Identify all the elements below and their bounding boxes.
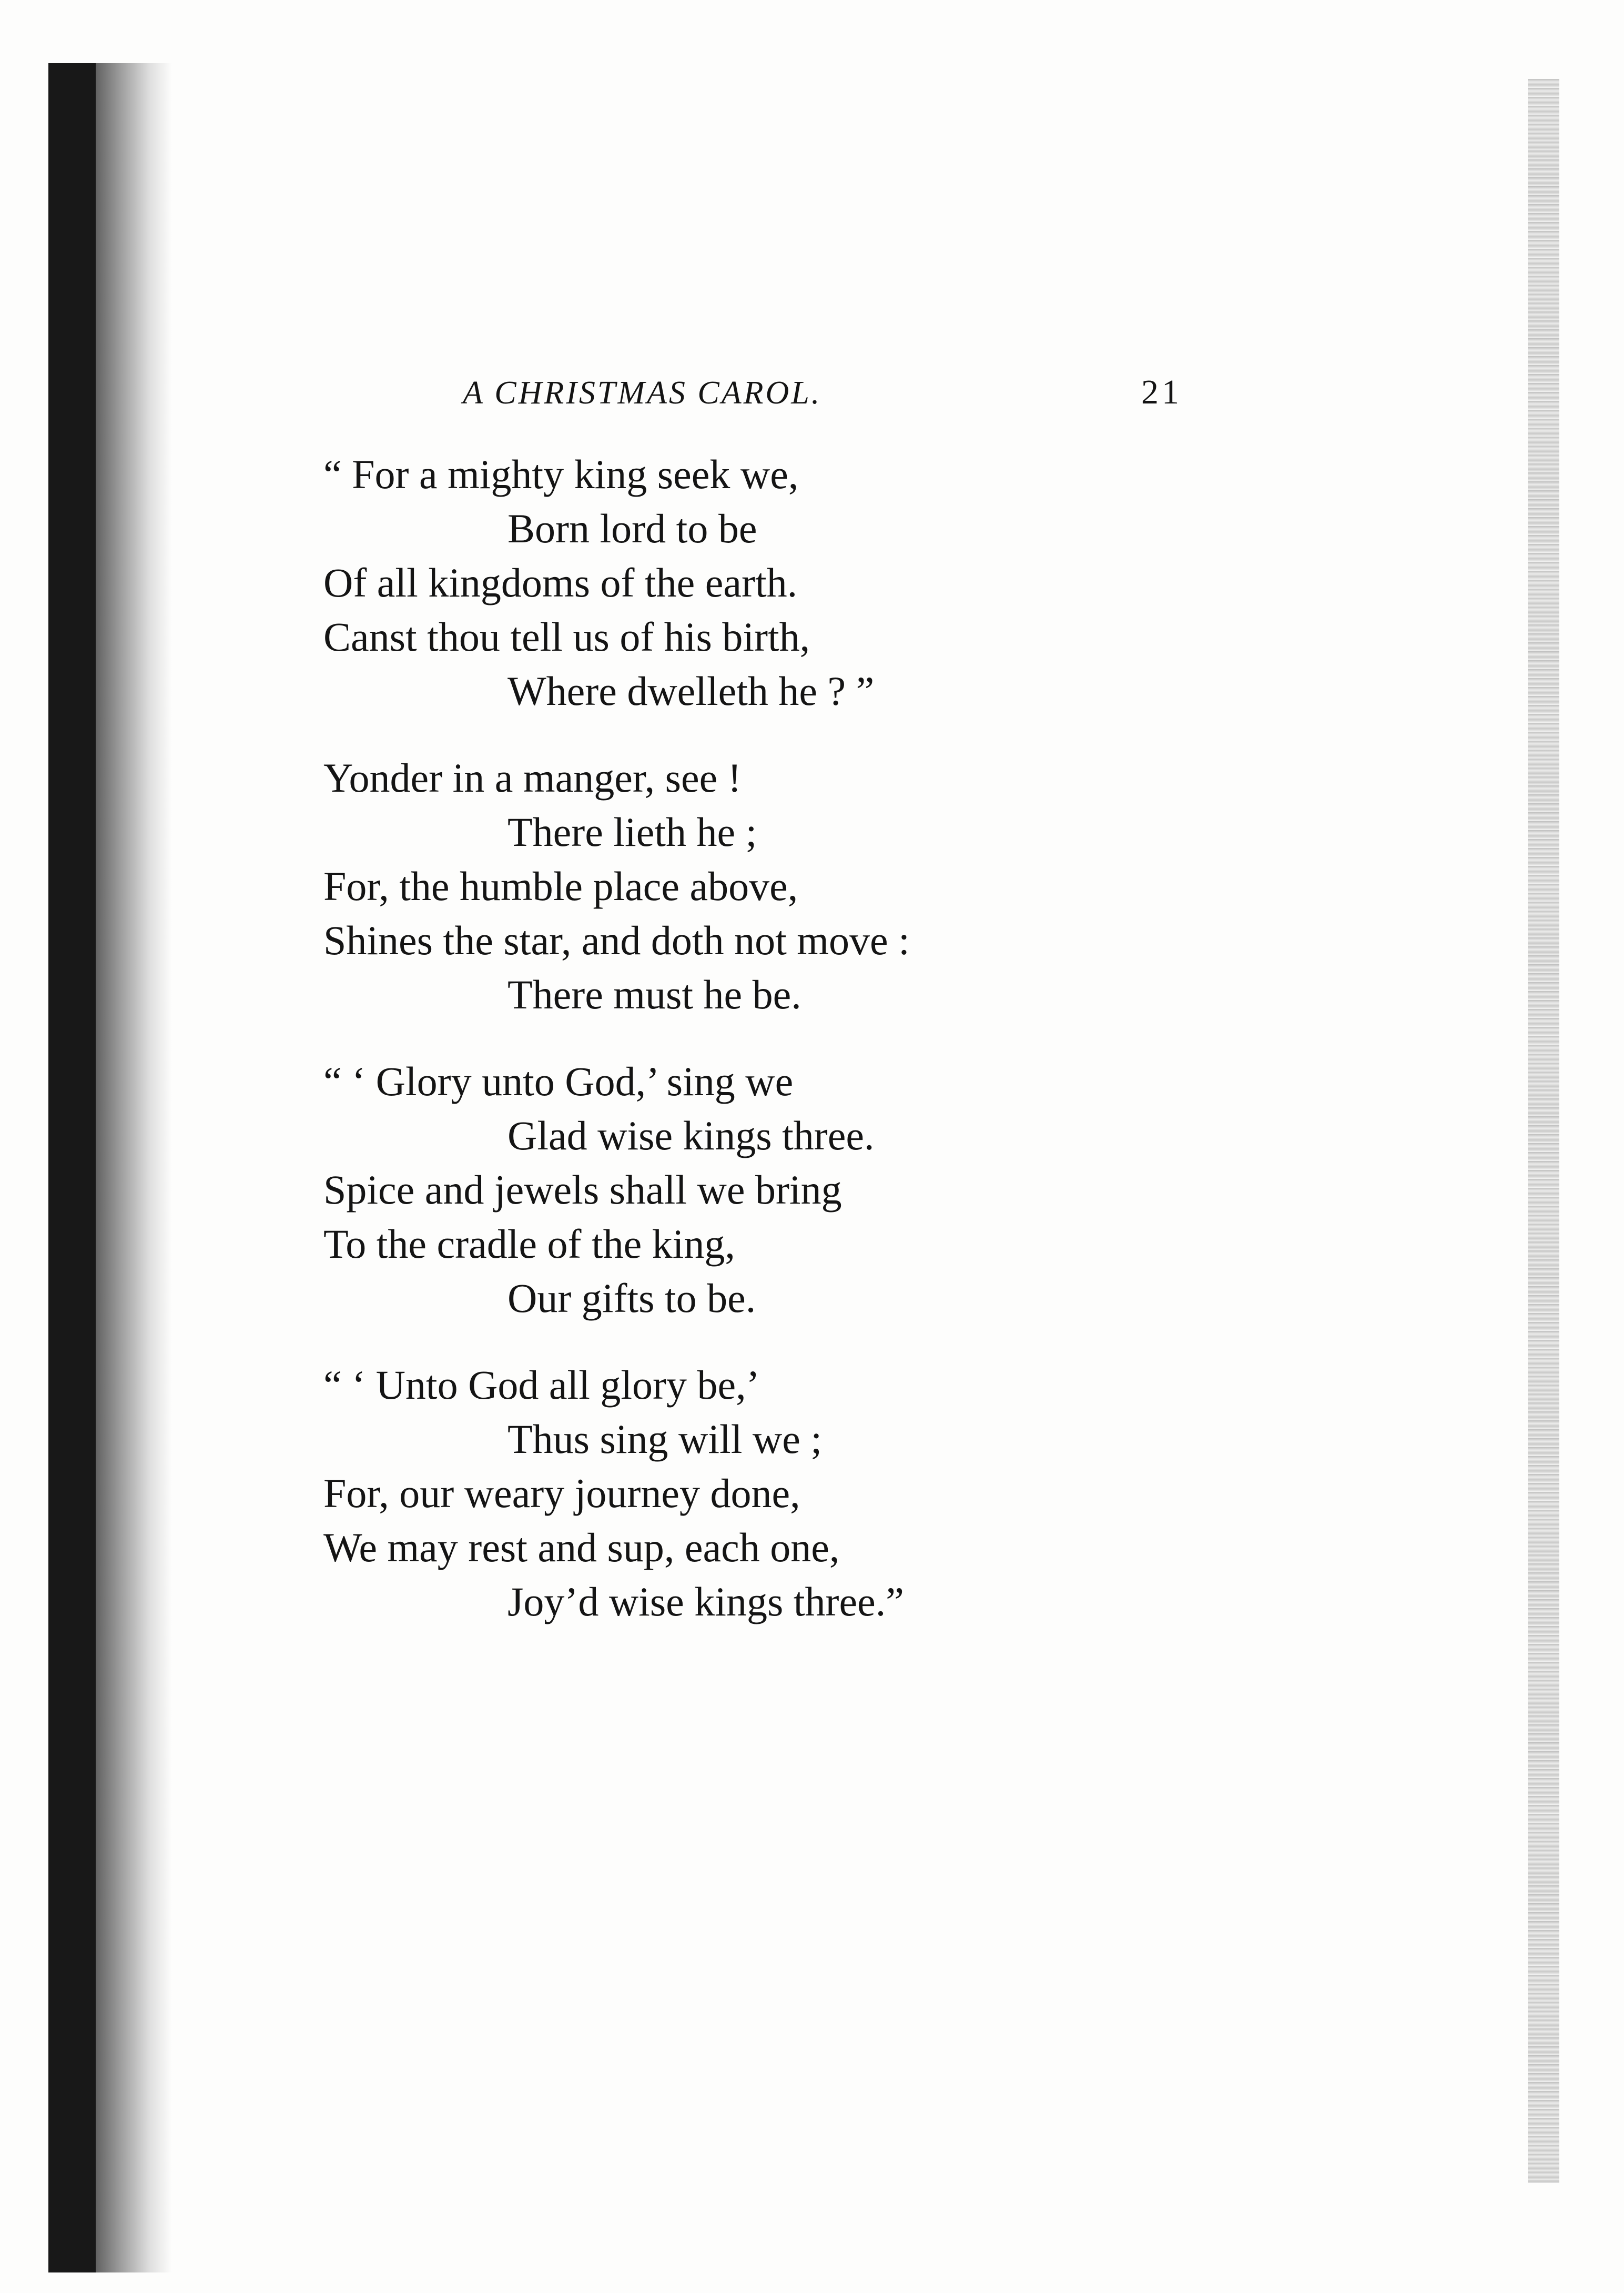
poem-line: Our gifts to be. <box>508 1275 756 1321</box>
running-head: A CHRISTMAS CAROL. <box>463 375 822 411</box>
poem-line: “ ‘ Unto God all glory be,’ <box>323 1362 760 1408</box>
stanza <box>323 1054 1270 1325</box>
stanza <box>323 1358 1270 1629</box>
poem-line: There lieth he ; <box>508 809 757 855</box>
poem-line: Where dwelleth he ? ” <box>508 668 875 714</box>
poem-line: Joy’d wise kings three.” <box>508 1579 904 1624</box>
poem-line: Spice and jewels shall we bring <box>323 1167 842 1213</box>
poem-line: Canst thou tell us of his birth, <box>323 614 810 660</box>
poem-line: For, our weary journey done, <box>323 1470 800 1516</box>
poem-line: There must he be. <box>508 972 801 1017</box>
poem-line: For, the humble place above, <box>323 863 798 909</box>
stanza <box>323 447 1270 718</box>
poem-line: To the cradle of the king, <box>323 1221 735 1267</box>
poem <box>323 447 1270 1661</box>
poem-line: Glad wise kings three. <box>508 1113 875 1158</box>
page-number: 21 <box>1141 373 1182 411</box>
binding-edge <box>48 63 96 2272</box>
poem-line: “ ‘ Glory unto God,’ sing we <box>323 1058 794 1104</box>
poem-line: Yonder in a manger, see ! <box>323 755 742 801</box>
poem-line: Born lord to be <box>508 506 757 551</box>
stanza <box>323 751 1270 1022</box>
poem-line: Of all kingdoms of the earth. <box>323 560 798 605</box>
poem-line: “ For a mighty king seek we, <box>323 451 799 497</box>
page-edge-speckle <box>1528 79 1559 2183</box>
poem-line: We may rest and sup, each one, <box>323 1524 840 1570</box>
poem-line: Thus sing will we ; <box>508 1416 822 1462</box>
poem-line: Shines the star, and doth not move : <box>323 917 910 963</box>
